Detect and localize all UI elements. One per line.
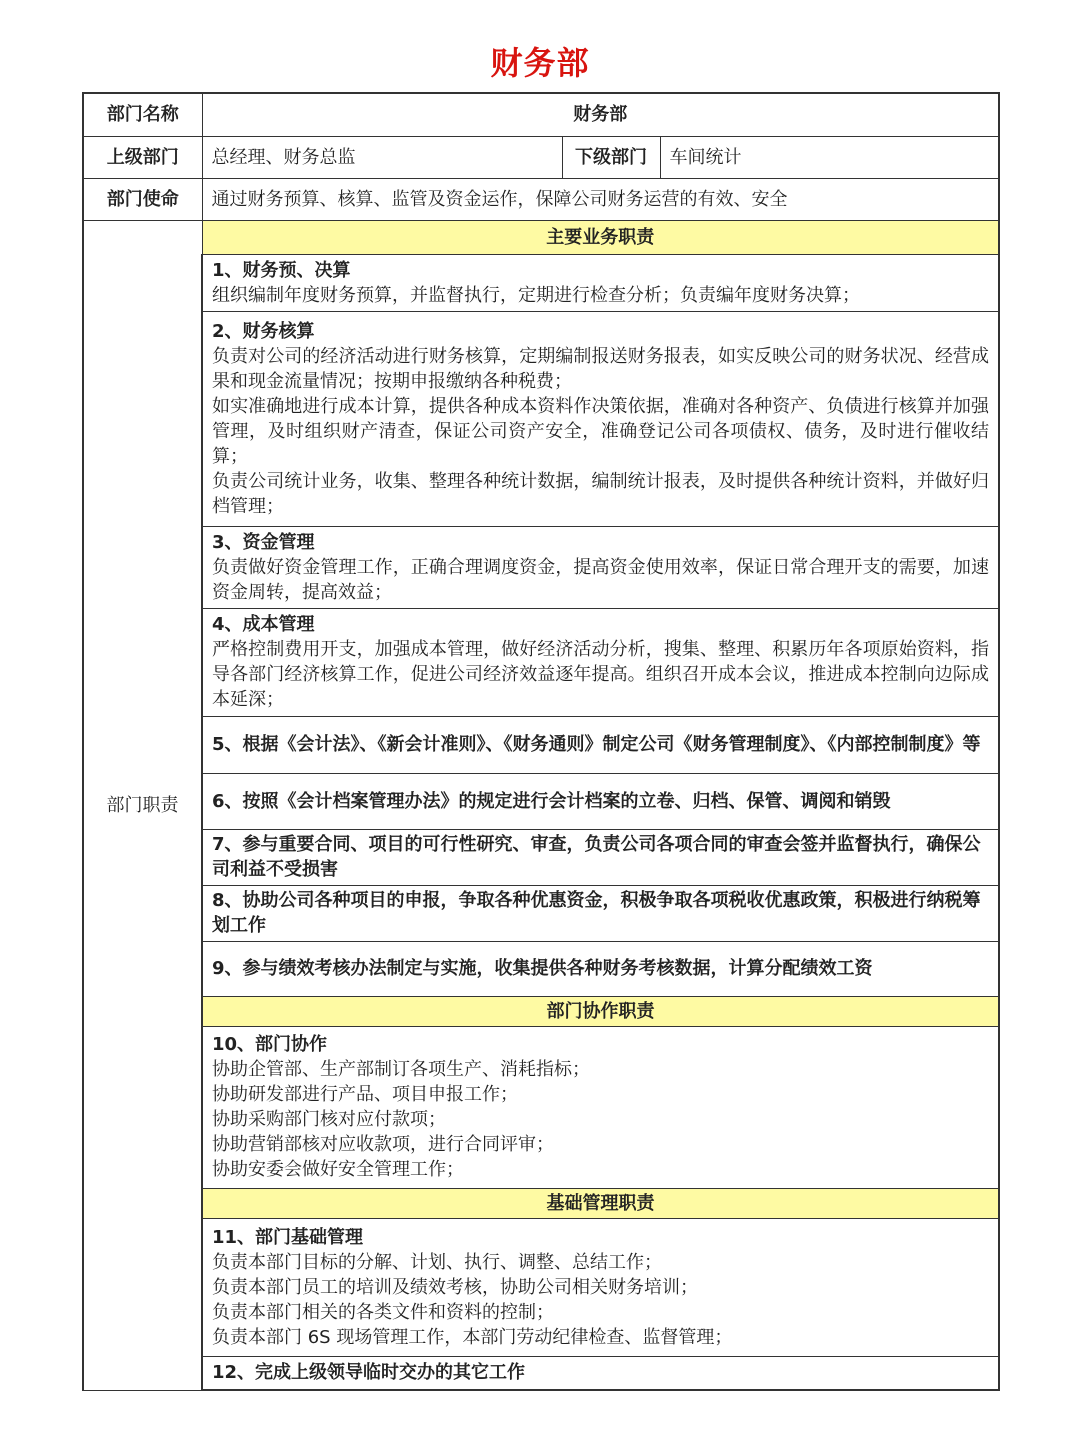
duty-item-line: 协助研发部进行产品、项目申报工作； [212, 1084, 518, 1105]
duty-item-title: 12、完成上级领导临时交办的其它工作 [212, 1362, 526, 1384]
section-basic-duties: 基础管理职责 [202, 1188, 999, 1218]
duty-item-line: 负责做好资金管理工作，正确合理调度资金，提高资金使用效率，保证日常合理开支的需要，加速资金周转，提高效益； [212, 556, 989, 603]
duty-item-5 [202, 716, 999, 773]
duty-item-4 [202, 608, 999, 716]
parent-dept-value: 总经理、财务总监 [202, 136, 562, 178]
duty-item-9 [202, 941, 999, 996]
duty-item-line: 协助营销部核对应收款项，进行合同评审； [212, 1134, 554, 1155]
duty-item-title: 7、参与重要合同、项目的可行性研究、审查，负责公司各项合同的审查会签并监督执行，确保公司利益不受损害 [212, 834, 981, 880]
mission-label: 部门使命 [83, 178, 202, 220]
section-coop-duties: 部门协作职责 [202, 996, 999, 1026]
sub-dept-label: 下级部门 [562, 136, 660, 178]
department-table [82, 92, 1000, 1391]
duty-item-title: 2、财务核算 [212, 320, 315, 342]
duty-item-line: 如实准确地进行成本计算，提供各种成本资料作决策依据，准确对各种资产、负债进行核算并加强管理，及时组织财产清查，保证公司资产安全，准确登记公司各项债权、债务，及时进行催收结算； [212, 395, 989, 467]
duty-item-6 [202, 773, 999, 829]
sub-dept-value: 车间统计 [660, 136, 999, 178]
duty-item-line: 负责本部门目标的分解、计划、执行、调整、总结工作； [212, 1251, 662, 1273]
duties-label: 部门职责 [83, 220, 202, 1390]
duty-item-2 [202, 311, 999, 526]
duty-item-3 [202, 526, 999, 608]
duty-item-7 [202, 829, 999, 885]
duty-item-title: 5、根据《会计法》、《新会计准则》、《财务通则》制定公司《财务管理制度》、《内部控制制度》等 [212, 734, 981, 755]
duty-item-line: 负责公司统计业务，收集、整理各种统计数据，编制统计报表，及时提供各种统计资料，并做好归档管理； [212, 470, 989, 517]
duty-item-1 [202, 254, 999, 311]
duty-item-title: 10、部门协作 [212, 1034, 328, 1055]
duty-item-line: 组织编制年度财务预算，并监督执行，定期进行检查分析；负责编年度财务决算； [212, 284, 860, 306]
duty-item-line: 协助采购部门核对应付款项； [212, 1109, 446, 1130]
duty-item-line: 严格控制费用开支，加强成本管理，做好经济活动分析，搜集、整理、积累历年各项原始资料，指导各部门经济核算工作，促进公司经济效益逐年提高。组织召开成本会议，推进成本控制向边际成本延深； [212, 639, 989, 710]
duty-item-title: 4、成本管理 [212, 614, 315, 635]
duty-item-title: 1、财务预、决算 [212, 259, 351, 281]
duty-item-line: 协助企管部、生产部制订各项生产、消耗指标； [212, 1059, 590, 1080]
duty-item-title: 6、按照《会计档案管理办法》的规定进行会计档案的立卷、归档、保管、调阅和销毁 [212, 790, 891, 812]
duty-item-line: 负责对公司的经济活动进行财务核算，定期编制报送财务报表，如实反映公司的财务状况、经营成果和现金流量情况；按期申报缴纳各种税费； [212, 345, 989, 392]
duty-item-11 [202, 1218, 999, 1356]
page-title: 财务部 [490, 44, 590, 82]
duty-item-10 [202, 1026, 999, 1188]
duty-item-title: 9、参与绩效考核办法制定与实施，收集提供各种财务考核数据，计算分配绩效工资 [212, 958, 873, 979]
duty-item-line: 协助安委会做好安全管理工作； [212, 1159, 464, 1180]
dept-name-label: 部门名称 [83, 93, 202, 136]
dept-name-value: 财务部 [202, 93, 999, 136]
duty-item-8 [202, 885, 999, 941]
section-main-duties: 主要业务职责 [202, 220, 999, 254]
duty-item-12 [202, 1356, 999, 1390]
mission-value: 通过财务预算、核算、监管及资金运作，保障公司财务运营的有效、安全 [202, 178, 999, 220]
duty-item-title: 3、资金管理 [212, 531, 315, 553]
duty-item-title: 11、部门基础管理 [212, 1226, 364, 1248]
duty-item-line: 负责本部门相关的各类文件和资料的控制； [212, 1301, 554, 1323]
parent-dept-label: 上级部门 [83, 136, 202, 178]
duty-item-line: 负责本部门员工的培训及绩效考核，协助公司相关财务培训； [212, 1276, 698, 1298]
duty-item-title: 8、协助公司各种项目的申报，争取各种优惠资金，积极争取各项税收优惠政策，积极进行纳税筹划工作 [212, 890, 981, 936]
duty-item-line: 负责本部门 6S 现场管理工作，本部门劳动纪律检查、监督管理； [212, 1326, 733, 1348]
